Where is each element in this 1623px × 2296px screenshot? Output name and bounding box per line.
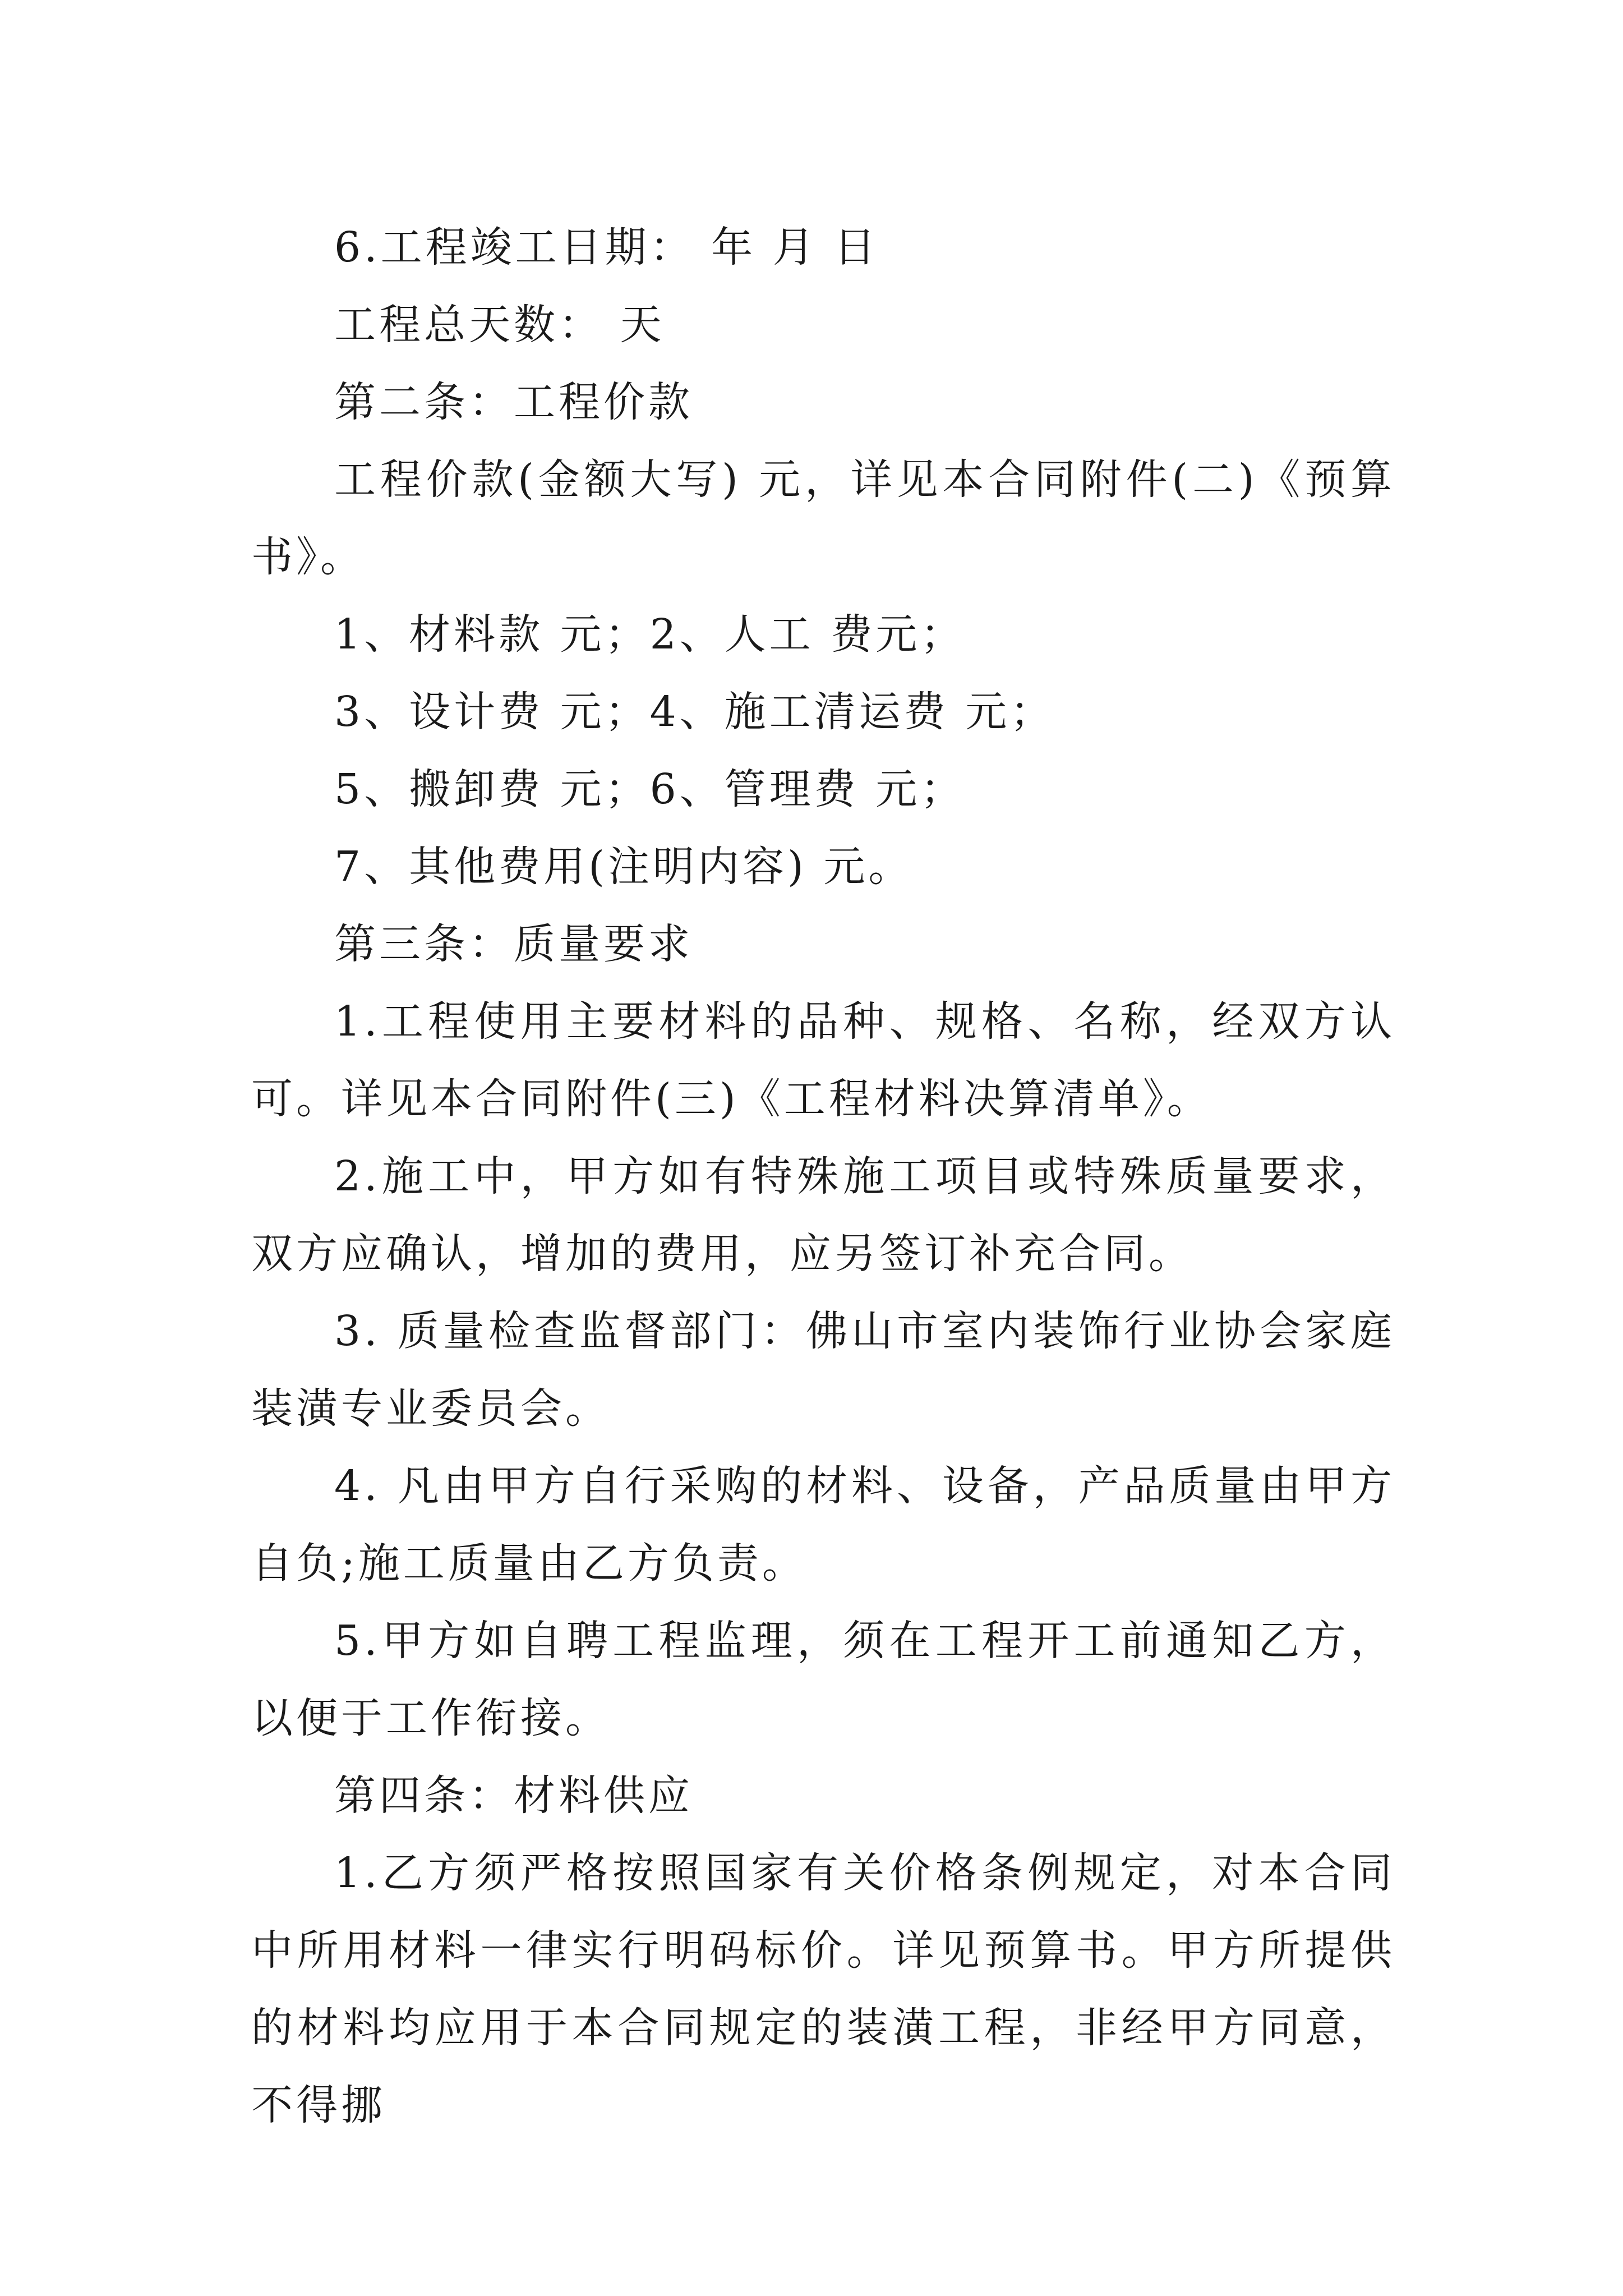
project-price-paragraph: 工程价款(金额大写) 元，详见本合同附件(二)《预算书》。 — [251, 455, 1395, 581]
quality-clause-2: 2.施工中，甲方如有特殊施工项目或特殊质量要求，双方应确认，增加的费用，应另签订补充合同。 — [251, 1152, 1395, 1278]
document-body — [251, 209, 1395, 2144]
quality-clause-4: 4. 凡由甲方自行采购的材料、设备，产品质量由甲方自负;施工质量由乙方负责。 — [251, 1462, 1395, 1588]
cost-item-line-2: 3、设计费 元；4、施工清运费 元； — [334, 688, 1055, 736]
total-days-line: 工程总天数： 天 — [334, 301, 665, 349]
article-two-heading: 第二条：工程价款 — [334, 378, 693, 426]
material-supply-clause-1: 1.乙方须严格按照国家有关价格条例规定，对本合同中所用材料一律实行明码标价。详见预算书。甲方所提供的材料均应用于本合同规定的装潢工程，非经甲方同意，不得挪 — [251, 1849, 1395, 2129]
quality-clause-5: 5.甲方如自聘工程监理，须在工程开工前通知乙方，以便于工作衔接。 — [251, 1617, 1395, 1742]
quality-clause-1: 1.工程使用主要材料的品种、规格、名称，经双方认可。详见本合同附件(三)《工程材料决算清单》。 — [251, 997, 1395, 1123]
completion-date-line: 6.工程竣工日期： 年 月 日 — [334, 223, 879, 272]
cost-item-line-1: 1、材料款 元；2、人工 费元； — [334, 610, 966, 659]
article-four-heading: 第四条：材料供应 — [334, 1772, 693, 1820]
cost-item-line-4: 7、其他费用(注明内容) 元。 — [334, 843, 914, 891]
quality-clause-3: 3. 质量检查监督部门：佛山市室内装饰行业协会家庭装潢专业委员会。 — [251, 1307, 1395, 1433]
cost-item-line-3: 5、搬卸费 元；6、管理费 元； — [334, 765, 966, 813]
article-three-heading: 第三条：质量要求 — [334, 920, 693, 968]
